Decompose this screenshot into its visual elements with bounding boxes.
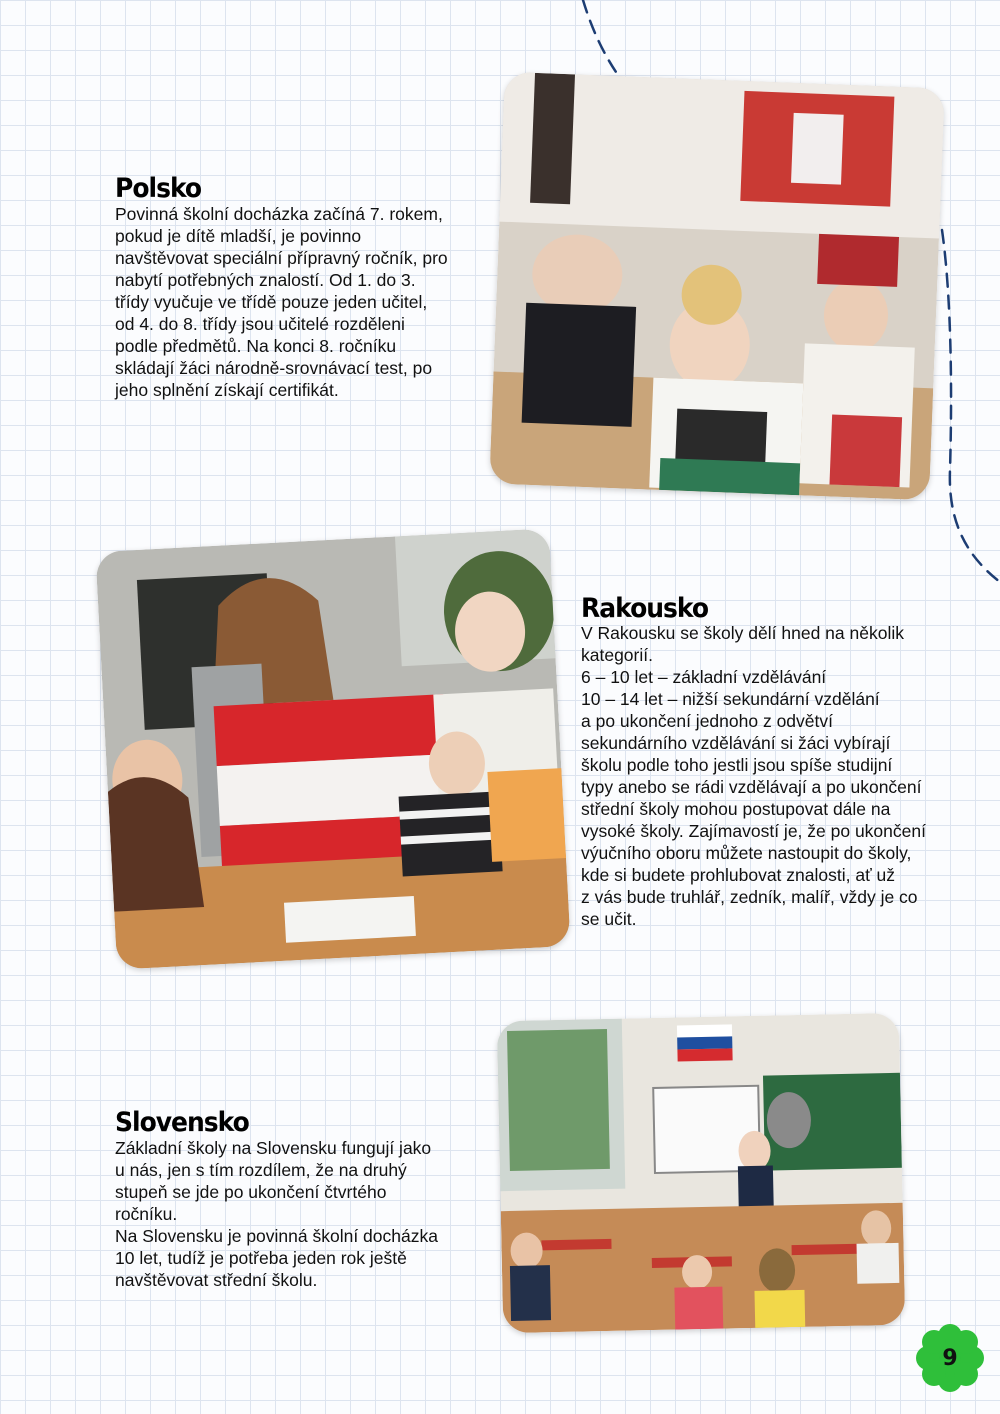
text-line: skládají žáci národně-srovnávací test, po — [115, 358, 433, 378]
section-text-polsko — [115, 203, 448, 401]
text-line: 10 – 14 let – nižší sekundární vzdělání — [581, 689, 880, 709]
text-line: typy anebo se rádi vzdělávají a po ukončení — [581, 777, 922, 797]
text-line: z vás bude truhlář, zedník, malíř, vždy je co — [581, 887, 918, 907]
text-line: vysoké školy. Zajímavostí je, že po ukončení — [581, 821, 926, 841]
page-number-badge — [914, 1324, 986, 1392]
text-line: navštěvovat speciální přípravný ročník, pro — [115, 248, 448, 268]
text-line: ročníku. — [115, 1204, 178, 1224]
text-line: pokud je dítě mladší, je povinno — [115, 226, 362, 246]
text-line: 10 let, tudíž je potřeba jeden rok ještě — [115, 1248, 407, 1268]
section-text-slovensko — [115, 1137, 438, 1291]
text-line: Povinná školní docházka začíná 7. rokem, — [115, 204, 443, 224]
text-line: 6 – 10 let – základní vzdělávání — [581, 667, 827, 687]
text-line: Základní školy na Slovensku fungují jako — [115, 1138, 432, 1158]
text-line: střední školy mohou postupovat dále na — [581, 799, 891, 819]
text-line: V Rakousku se školy dělí hned na několik — [581, 623, 904, 643]
text-line: Na Slovensku je povinná školní docházka — [115, 1226, 438, 1246]
text-line: výučního oboru můžete nastoupit do školy, — [581, 843, 912, 863]
page-number: 9 — [942, 1345, 958, 1371]
text-line: stupeň se jde po ukončení čtvrtého — [115, 1182, 387, 1202]
text-line: školu podle toho jestli jsou spíše studijní — [581, 755, 893, 775]
text-line: nabytí potřebných znalostí. Od 1. do 3. — [115, 270, 416, 290]
text-line: od 4. do 8. třídy jsou učitelé rozděleni — [115, 314, 405, 334]
text-line: a po ukončení jednoho z odvětví — [581, 711, 833, 731]
photo-slovak-classroom — [497, 1013, 905, 1333]
section-title-rakousko: Rakousko — [581, 592, 709, 624]
photo-teacher-austrian-flag — [95, 528, 570, 969]
photo-polish-children-in-costumes — [489, 72, 944, 501]
section-title-slovensko: Slovensko — [115, 1106, 249, 1138]
text-line: jeho splnění získají certifikát. — [115, 380, 339, 400]
text-line: navštěvovat střední školu. — [115, 1270, 318, 1290]
text-line: kde si budete prohlubovat znalosti, ať už — [581, 865, 895, 885]
text-line: podle předmětů. Na konci 8. ročníku — [115, 336, 397, 356]
section-text-rakousko — [581, 622, 926, 930]
text-line: u nás, jen s tím rozdílem, že na druhý — [115, 1160, 407, 1180]
text-line: sekundárního vzdělávání si žáci vybírají — [581, 733, 891, 753]
text-line: třídy vyučuje ve třídě pouze jeden učitel, — [115, 292, 428, 312]
section-title-polsko: Polsko — [115, 172, 202, 204]
text-line: kategorií. — [581, 645, 653, 665]
text-line: se učit. — [581, 909, 637, 929]
